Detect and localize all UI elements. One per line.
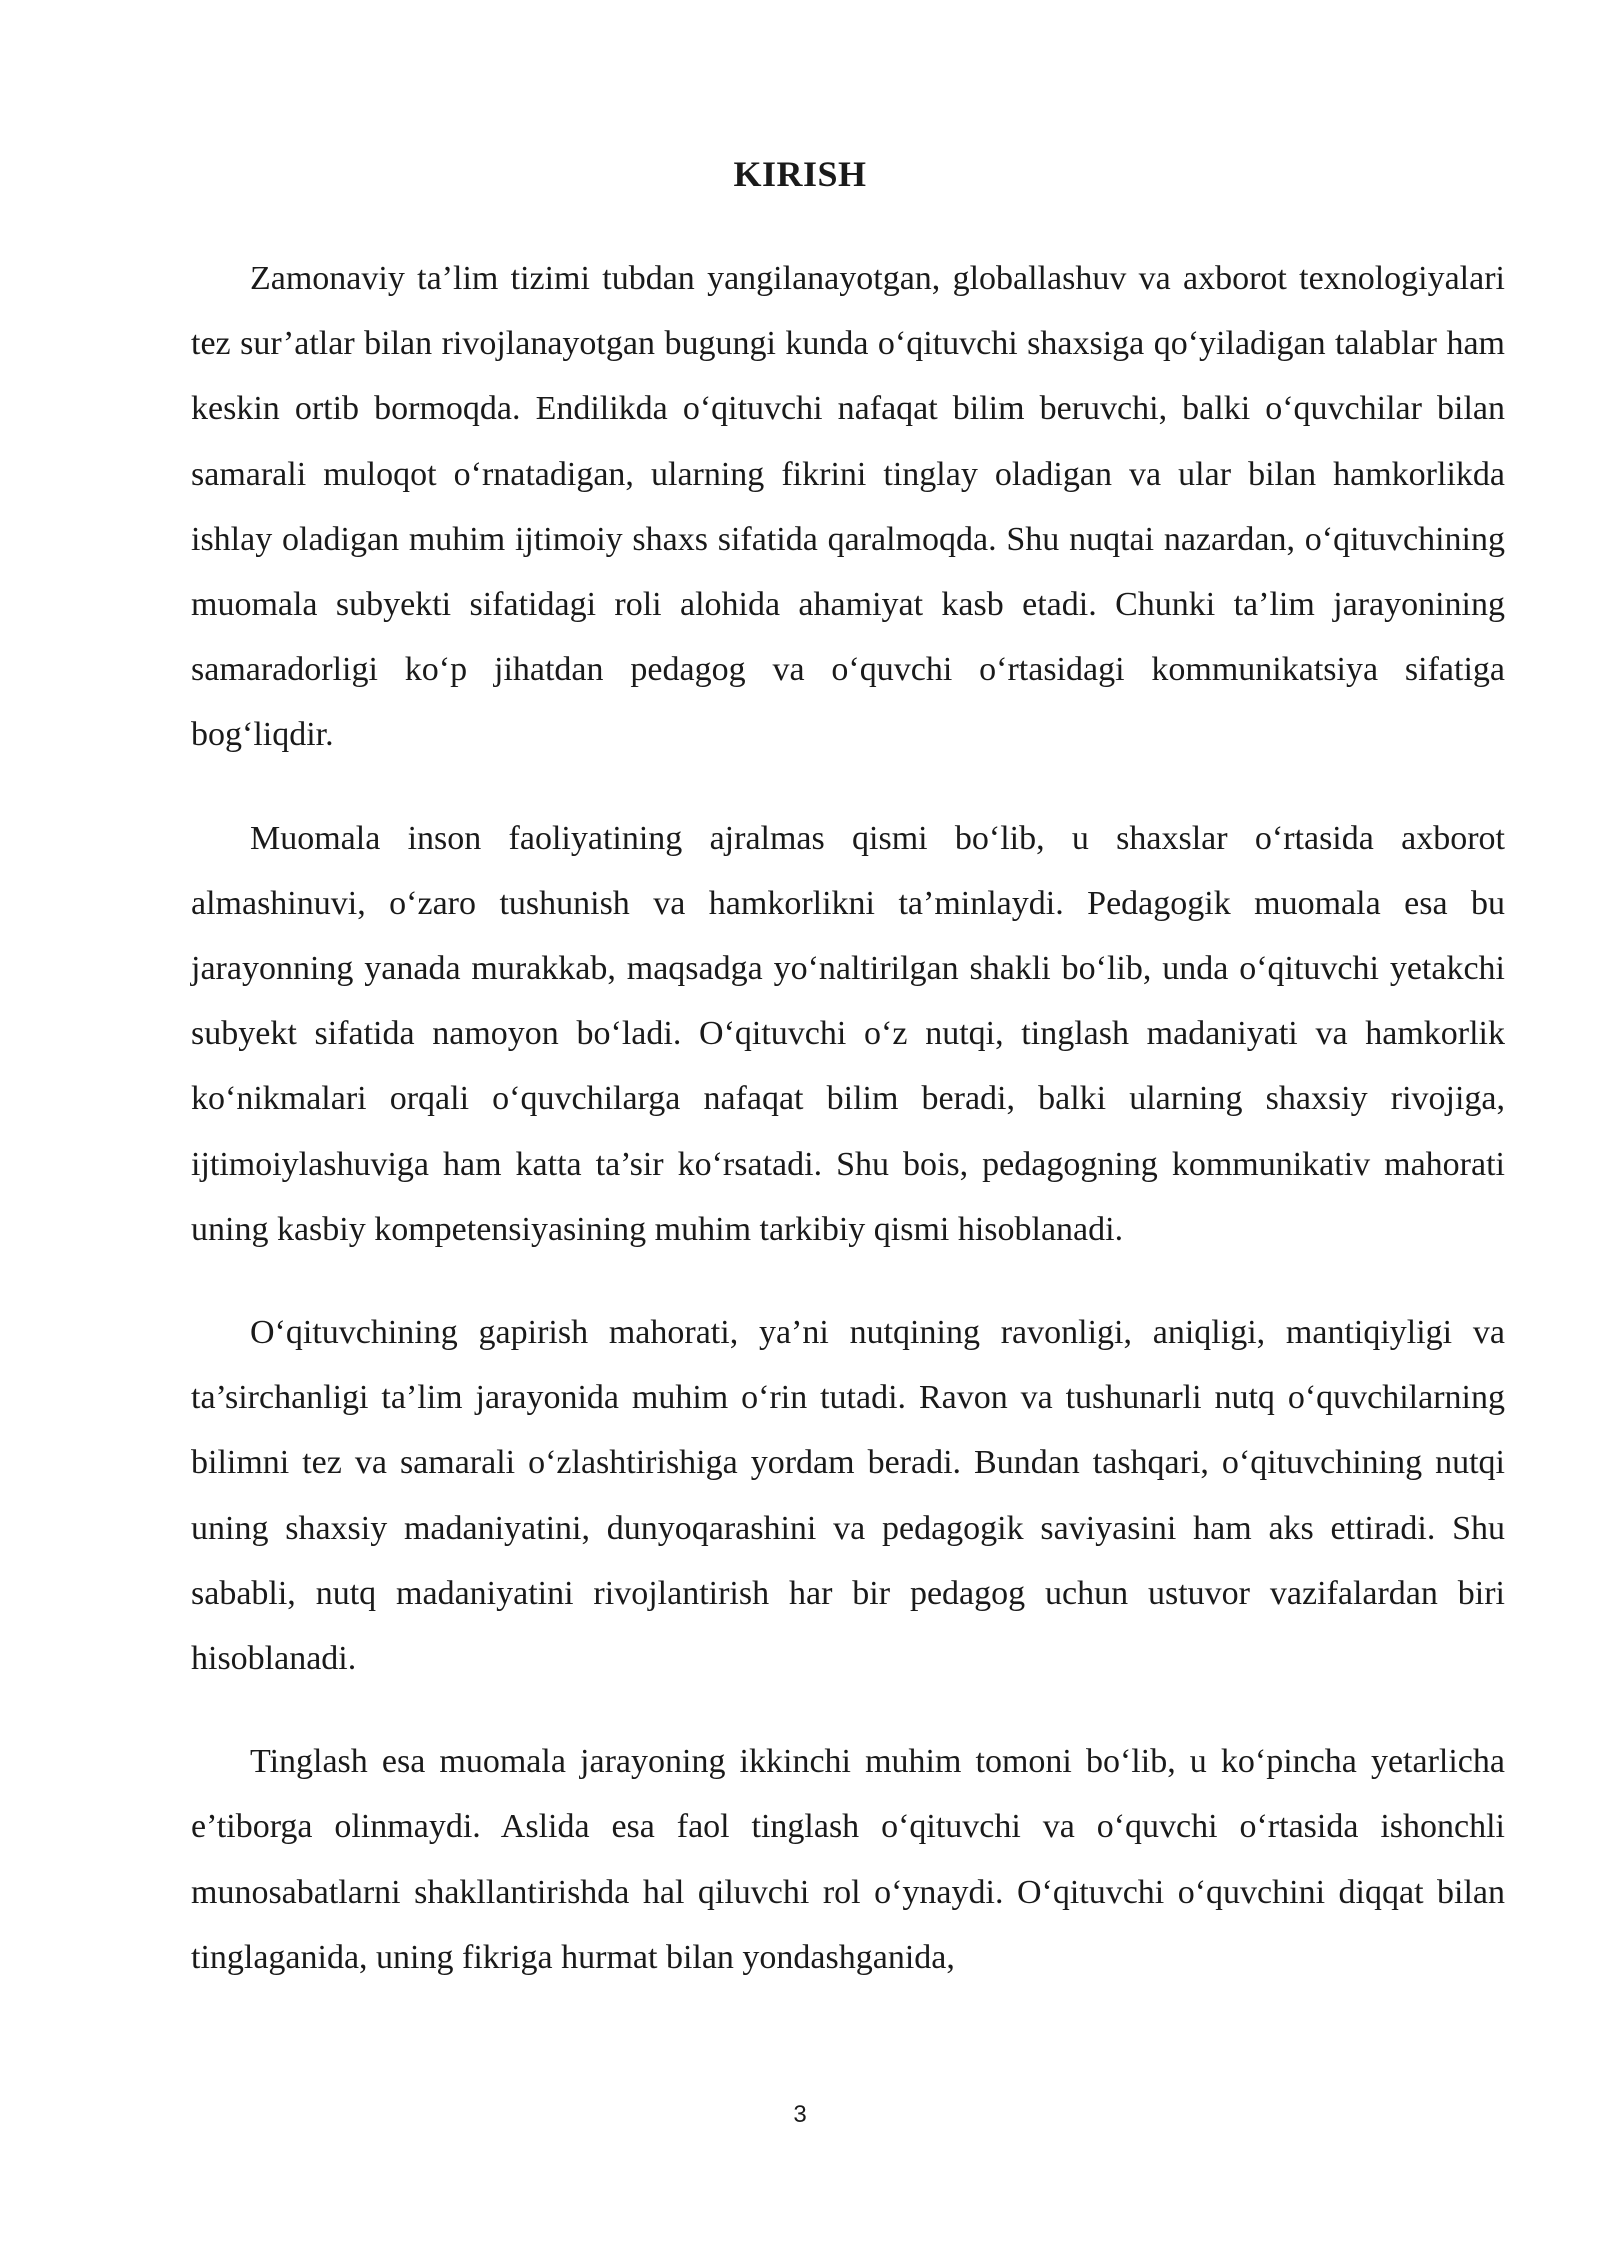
page-number: 3 <box>793 2101 807 2128</box>
section-heading: KIRISH <box>733 154 867 194</box>
paragraph-2: Muomala inson faoliyatining ajralmas qismi bo‘lib, u shaxslar o‘rtasida axborot almashinuvi, o‘zaro tushunish va hamkorlikni ta’minlaydi. Pedagogik muomala esa bu jarayonning yanada murakkab, maqsadga yo‘naltirilgan shakli bo‘lib, unda o‘qituvchi yetakchi subyekt sifatida namoyon bo‘ladi. O‘qituvchi o‘z nutqi, tinglash madaniyati va hamkorlik ko‘nikmalari orqali o‘quvchilarga nafaqat bilim beradi, balki ularning shaxsiy rivojiga, ijtimoiylashuviga ham katta ta’sir ko‘rsatadi. Shu bois, pedagogning kommunikativ mahorati uning kasbiy kompetensiyasining muhim tarkibiy qismi hisoblanadi. <box>191 819 1505 1248</box>
paragraph-4: Tinglash esa muomala jarayoning ikkinchi muhim tomoni bo‘lib, u ko‘pincha yetarlicha e’tiborga olinmaydi. Aslida esa faol tinglash o‘qituvchi va o‘quvchi o‘rtasida ishonchli munosabatlarni shakllantirishda hal qiluvchi rol o‘ynaydi. O‘qituvchi o‘quvchini diqqat bilan tinglaganida, uning fikriga hurmat bilan yondashganida, <box>191 1743 1505 1976</box>
body-text <box>191 246 1505 1990</box>
paragraph-3: O‘qituvchining gapirish mahorati, ya’ni nutqining ravonligi, aniqligi, mantiqiyligi va ta’sirchanligi ta’lim jarayonida muhim o‘rin tutadi. Ravon va tushunarli nutq o‘quvchilarning bilimni tez va samarali o‘zlashtirishiga yordam beradi. Bundan tashqari, o‘qituvchining nutqi uning shaxsiy madaniyatini, dunyoqarashini va pedagogik saviyasini ham aks ettiradi. Shu sababli, nutq madaniyatini rivojlantirish har bir pedagog uchun ustuvor vazifalardan biri hisoblanadi. <box>191 1314 1505 1678</box>
paragraph-1: Zamonaviy ta’lim tizimi tubdan yangilanayotgan, globallashuv va axborot texnologiyalari tez sur’atlar bilan rivojlanayotgan bugungi kunda o‘qituvchi shaxsiga qo‘yiladigan talablar ham keskin ortib bormoqda. Endilikda o‘qituvchi nafaqat bilim beruvchi, balki o‘quvchilar bilan samarali muloqot o‘rnatadigan, ularning fikrini tinglay oladigan va ular bilan hamkorlikda ishlay oladigan muhim ijtimoiy shaxs sifatida qaralmoqda. Shu nuqtai nazardan, o‘qituvchining muomala subyekti sifatidagi roli alohida ahamiyat kasb etadi. Chunki ta’lim jarayonining samaradorligi ko‘p jihatdan pedagog va o‘quvchi o‘rtasidagi kommunikatsiya sifatiga bog‘liqdir. <box>191 260 1505 754</box>
